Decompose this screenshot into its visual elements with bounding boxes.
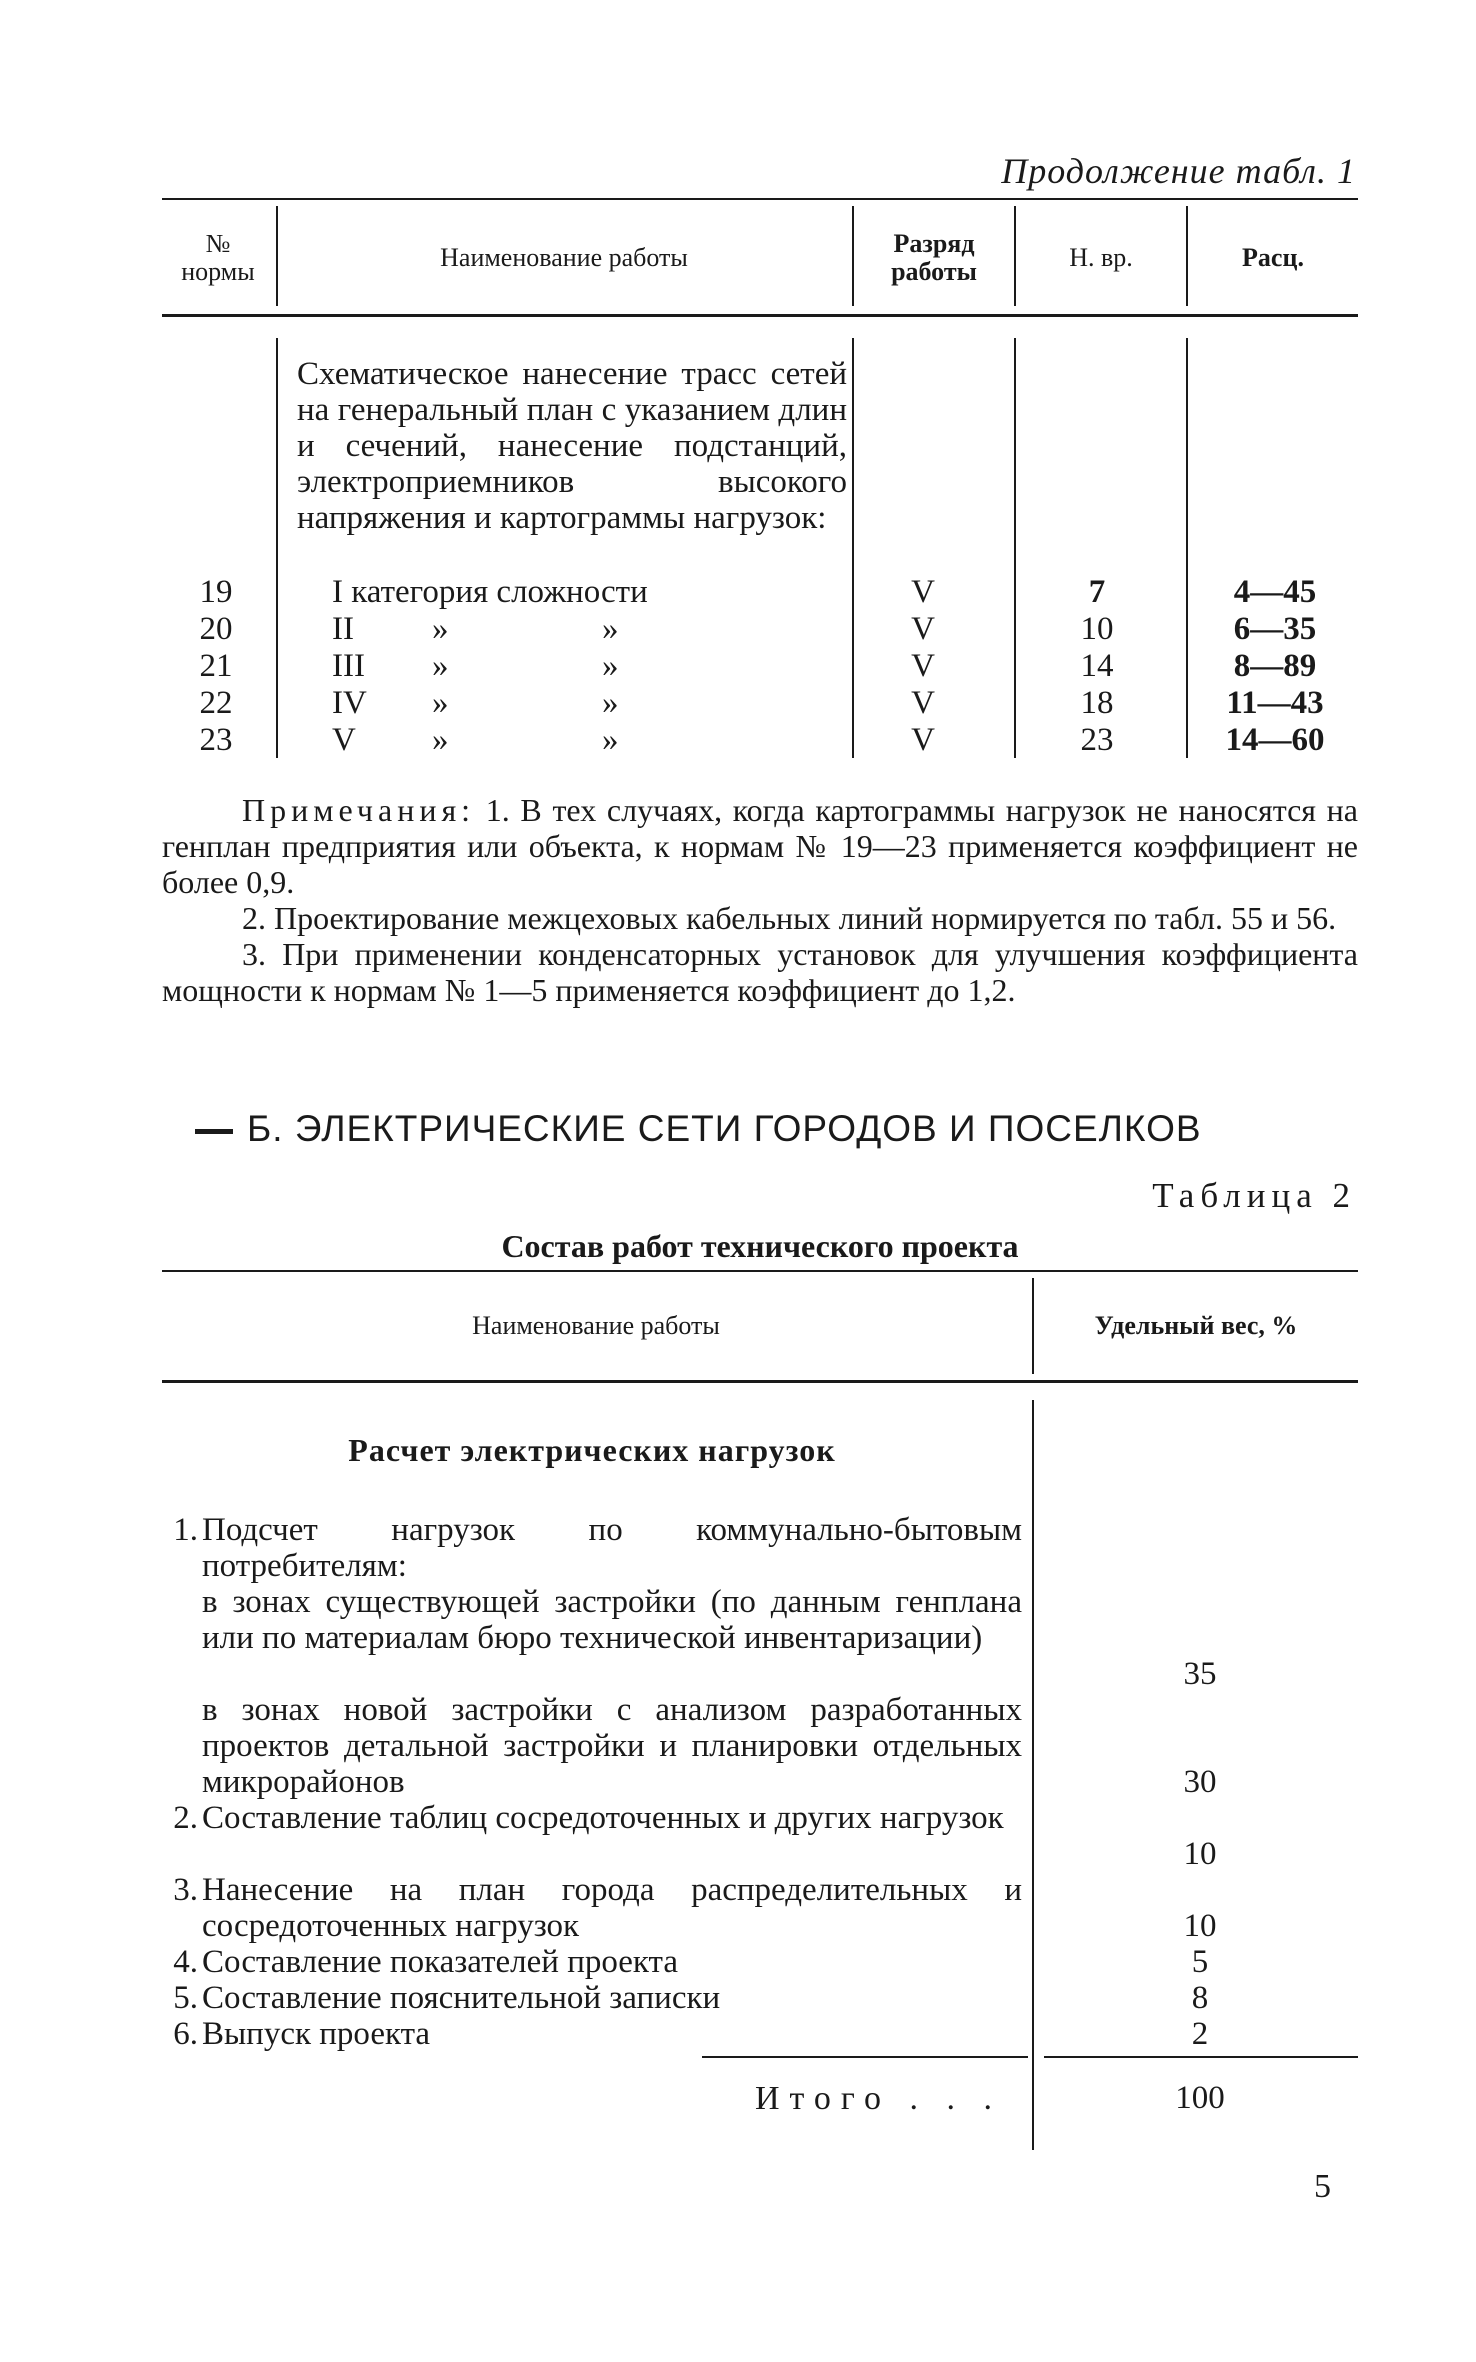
table-1-top-rule [162,198,1358,200]
table-2: Наименование работы Удельный вес, % Расчет электрических нагрузок 1. Подсчет нагрузок по коммунально-бытовым потребителям: в зонах существующей застройки (по данным генплана или по материалам бюро технической инвентаризации) 35 в зонах новой застройки с анализом разработанных проектов детальной застройки и планировки отдельных микрорайонов 30 2. Составление таблиц сосредоточенных и других нагрузок 10 3. Нанесение на план города распределительных и сосредоточенных нагрузок 10 4. Составление показателей проекта 5 5. Составление пояснительной записки 8 6. Выпуск проекта 2 Итого . . . 100 [162,1270,1358,2170]
weight-value: 30 [1183,1764,1217,1800]
table-2-top-rule [162,1270,1358,1272]
subsection-heading: Расчет электрических нагрузок [348,1432,836,1468]
note-2: 2. Проектирование межцеховых кабельных линий нормируется по табл. 55 и 56. [242,900,1337,936]
total-label: Итого . . . [754,2080,1002,2117]
section-heading: Б. ЭЛЕКТРИЧЕСКИЕ СЕТИ ГОРОДОВ И ПОСЕЛКОВ [195,1108,1202,1150]
work-description: Схематическое нанесение трасс сетей на генеральный план с указанием длин и сечений, нанесение подстанций, электроприемников высокого напряжения и картограммы нагрузок: [297,356,847,536]
weight-value: 2 [1191,2016,1209,2052]
weight-value: 8 [1191,1980,1209,2016]
table-row: 19 I категория сложности V 7 4—45 [199,574,1317,610]
page-number: 5 [1314,2168,1331,2205]
weight-value: 5 [1191,1944,1209,1980]
table-2-header-rule [162,1380,1358,1383]
weight-value: 35 [1183,1656,1217,1692]
weight-value: 10 [1183,1836,1217,1872]
table-row: 22 IV » » V 18 11—43 [199,685,1324,721]
table-2-number: Таблица 2 [1152,1176,1356,1215]
sum-rule [702,2056,1028,2058]
table-2-col-divider [1032,1400,1034,2150]
continuation-label: Продолжение табл. 1 [1001,151,1356,191]
dash-mark [195,1129,233,1134]
table-row: 23 V » » V 23 14—60 [199,722,1325,758]
notes-block [162,792,1358,1008]
table-row: 20 II » » V 10 6—35 [199,611,1317,647]
header-weight: Удельный вес, % [1094,1311,1298,1340]
header-norm-no: № нормы [181,229,255,286]
table-1 [162,198,1358,758]
table-2-title: Состав работ технического проекта [501,1228,1019,1264]
note-1: Примечания: 1. В тех случаях, когда картограммы нагрузок не наносятся на генплан предприятия или объекта, к нормам № 19—23 применяется коэффициент не более 0,9. [162,792,1359,900]
table-1-header-rule [162,314,1358,317]
sum-rule [1044,2056,1358,2058]
total-value: 100 [1175,2080,1225,2116]
table-row: 21 III » » V 14 8—89 [199,648,1317,684]
weight-value: 10 [1183,1908,1217,1944]
note-3: 3. При применении конденсаторных установок для улучшения коэффициента мощности к нормам № 1—5 применяется коэффициент до 1,2. [162,936,1358,1008]
header-work-name: Наименование работы [472,1311,720,1340]
header-work-name: Наименование работы [440,243,688,272]
header-time-norm: Н. вр. [1069,243,1133,272]
header-work-grade: Разряд работы [891,229,977,286]
header-rate: Расц. [1242,243,1304,272]
